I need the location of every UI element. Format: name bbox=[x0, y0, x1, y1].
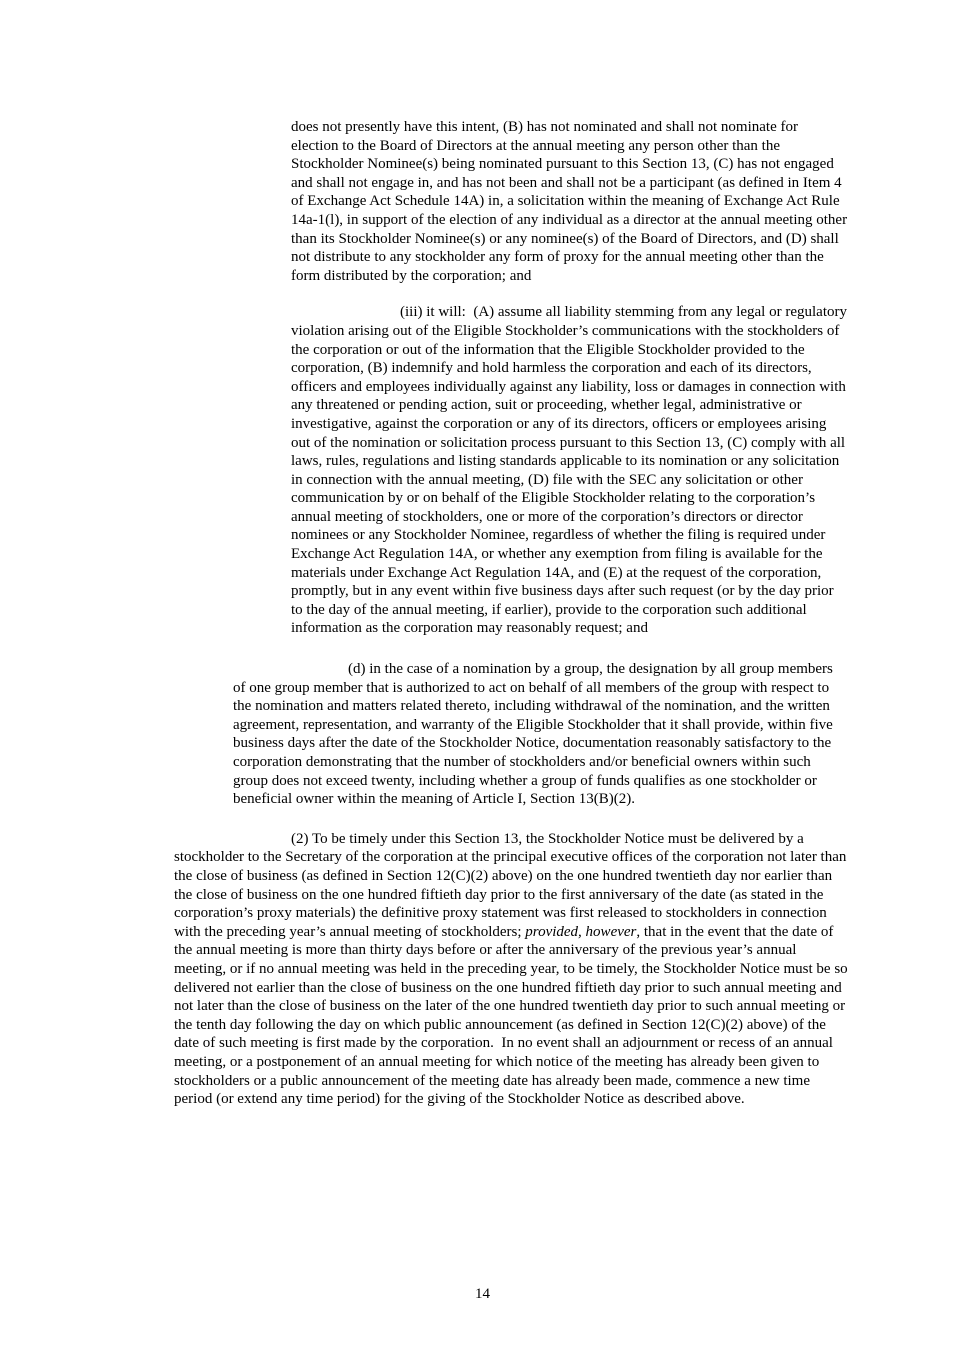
paragraph-2-timeliness bbox=[174, 830, 850, 1109]
paragraph-b-continuation: does not presently have this intent, (B) has not nominated and shall not nominate for election to the Board of Directors at the annual meeting any person other than the Stockholder Nominee(s) being nominated pursuant to this Section 13, (C) has not engaged and shall not engage in, and has not been and shall not be a participant (as defined in Item 4 of Exchange Act Schedule 14A) in, a solicitation within the meaning of Exchange Act Rule 14a-1(l), in support of the election of any individual as a director at the annual meeting other than its Stockholder Nominee(s) or any nominee(s) of the Board of Directors, and (D) shall not distribute to any stockholder any form of proxy for the annual meeting other than the form distributed by the corporation; and bbox=[291, 119, 851, 284]
paragraph-2-italic-provided-however: provided, however bbox=[525, 923, 637, 940]
paragraph-d-group-nomination: (d) in the case of a nomination by a group, the designation by all group members of one group member that is authorized to act on behalf of all members of the group with respect to the nomination and matters related thereto, including withdrawal of the nomination, and the written agreement, representation, and warranty of the Eligible Stockholder that it shall provide, within five business days after the date of the Stockholder Notice, documentation reasonably satisfactory to the corporation demonstrating that the number of stockholders and/or beneficial owners within such group does not exceed twenty, including whether a group of funds qualifies as one stockholder or beneficial owner within the meaning of Article I, Section 13(B)(2). bbox=[233, 661, 837, 808]
paragraph-iii-liability: (iii) it will: (A) assume all liability stemming from any legal or regulatory violation arising out of the Eligible Stockholder’s communications with the stockholders of the corporation or out of the information that the Eligible Stockholder provided to the corporation, (B) indemnify and hold harmless the corporation and each of its directors, officers and employees individually against any liability, loss or damages in connection with any threatened or pending action, suit or proceeding, whether legal, administrative or investigative, against the corporation or any of its directors, officers or employees arising out of the nomination or solicitation process pursuant to this Section 13, (C) comply with all laws, rules, regulations and listing standards applicable to its nomination or any solicitation in connection with the annual meeting, (D) file with the SEC any solicitation or other communication by or on behalf of the Eligible Stockholder relating to the corporation’s annual meeting of stockholders, one or more of the corporation’s directors or director nominees or any Stockholder Nominee, regardless of whether the filing is required under Exchange Act Regulation 14A, or whether any exemption from filing is available for the materials under Exchange Act Regulation 14A, and (E) at the request of the corporation, promptly, but in any event within five business days after such request (or by the day prior to the day of the annual meeting, if earlier), provide to the corporation such additional information as the corporation may reasonably request; and bbox=[291, 304, 851, 637]
paragraph-2-text-before-italic: (2) To be timely under this Section 13, the Stockholder Notice must be delivered by a stockholder to the Secretary of the corporation at the principal executive offices of the corporation not later than the close of business (as defined in Section 12(C)(2) above) on the one hundred twentieth day nor earlier than the close of business on the one hundred fiftieth day prior to the first anniversary of the date (as stated in the corporation’s proxy materials) the definitive proxy statement was first released to stockholders in connection with the preceding year’s annual meeting of stockholders; bbox=[174, 830, 851, 940]
paragraph-2-text-after-italic: , that in the event that the date of the annual meeting is more than thirty days before or after the anniversary of the previous year’s annual meeting, or if no annual meeting was held in the preceding year, to be timely, the Stockholder Notice must be so delivered not earlier than the close of business on the one hundred fiftieth day prior to such annual meeting and not later than the close of business on the later of the one hundred twentieth day prior to such annual meeting or the tenth day following the day on which public announcement (as defined in Section 12(C)(2) above) of the date of such meeting is first made by the corporation. In no event shall an adjournment or recess of an annual meeting, or a postponement of an annual meeting for which notice of the meeting has already been given to stockholders or a public announcement of the meeting date has already been made, commence a new time period (or extend any time period) for the giving of the Stockholder Notice as described above. bbox=[174, 923, 852, 1108]
page-number: 14 bbox=[475, 1286, 490, 1302]
